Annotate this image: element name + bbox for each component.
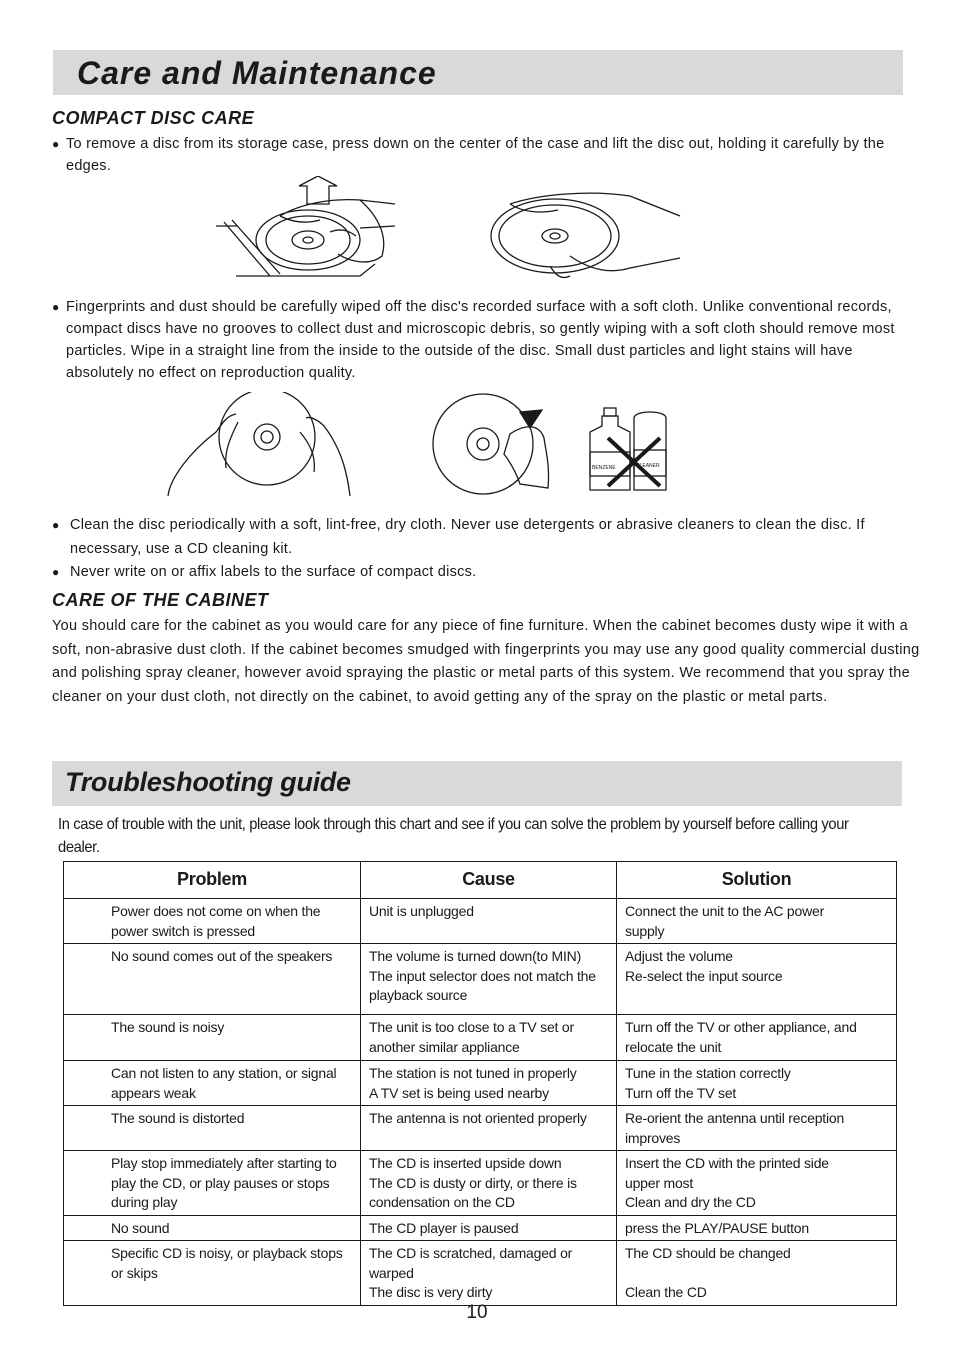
bullet-dot-icon: ●	[52, 565, 60, 579]
solution-cell-line: Clean the CD	[625, 1284, 707, 1300]
solution-cell-line: relocate the unit	[625, 1038, 722, 1055]
solution-cell	[617, 1015, 897, 1061]
problem-cell	[64, 1151, 361, 1216]
bullet-text: Never write on or affix labels to the surface of compact discs.	[70, 564, 477, 580]
problem-cell-line: appears weak	[111, 1084, 196, 1101]
table-row	[64, 944, 897, 1015]
cause-cell-line: The disc is very dirty	[369, 1284, 493, 1300]
cause-cell-line: The station is not tuned in properly	[369, 1065, 577, 1081]
table-row	[64, 1061, 897, 1106]
problem-cell-line: power switch is pressed	[111, 922, 256, 939]
cause-cell	[361, 1106, 617, 1151]
solution-cell-line: Turn off the TV or other appliance, and	[625, 1019, 857, 1035]
problem-cell-line: or skips	[111, 1264, 158, 1281]
bullet-dot-icon: ●	[52, 137, 60, 151]
solution-cell-line: Turn off the TV set	[625, 1084, 737, 1101]
problem-column-header: Problem	[64, 862, 361, 899]
cause-cell-line: The antenna is not oriented properly	[369, 1110, 587, 1126]
troubleshooting-title: Troubleshooting guide	[65, 767, 351, 797]
bullet-clean-periodically	[52, 513, 922, 561]
problem-cell-line: The sound is distorted	[111, 1110, 245, 1126]
solution-cell-line: Connect the unit to the AC power	[625, 903, 825, 919]
solution-cell	[617, 899, 897, 944]
cause-cell-line: The input selector does not match the	[369, 967, 596, 984]
cause-cell-line: condensation on the CD	[369, 1194, 515, 1210]
table-row	[64, 899, 897, 944]
solution-cell-line: upper most	[625, 1174, 694, 1191]
care-of-cabinet-heading: CARE OF THE CABINET	[52, 590, 269, 610]
problem-cell-line: during play	[111, 1194, 178, 1210]
solution-cell-line: Adjust the volume	[625, 948, 733, 964]
table-row	[64, 1015, 897, 1061]
problem-cell	[64, 1015, 361, 1061]
cause-cell-line: The unit is too close to a TV set or	[369, 1019, 574, 1035]
solution-cell-line: press the PLAY/PAUSE button	[625, 1219, 809, 1236]
cause-cell-line: Unit is unplugged	[369, 903, 474, 919]
troubleshooting-header-bar	[52, 761, 902, 806]
cabinet-care-paragraph: You should care for the cabinet as you would care for any piece of fine furniture. When the cabinet becomes dusty wipe it with a soft, non-abrasive dust cloth. If the cabinet becomes smudged with fingerprints you may use any good quality commercial dusting and polishing spray cleaner, however avoid spraying the plastic or metal parts of this system. We recommend that you spray the cleaner on your dust cloth, not directly on the cabinet, to avoid getting any of the spray on the plastic or metal parts.	[52, 618, 920, 705]
bullet-remove-disc	[52, 133, 897, 177]
solution-cell-line: Re-select the input source	[625, 967, 783, 984]
solution-cell-line: improves	[625, 1129, 681, 1146]
cause-cell-line: playback source	[369, 987, 468, 1003]
table-row	[64, 1151, 897, 1216]
solution-cell-line	[625, 1264, 888, 1284]
problem-cell-line: Play stop immediately after starting to	[111, 1155, 337, 1171]
cause-cell-line: The volume is turned down(to MIN)	[369, 948, 582, 964]
problem-cell-line: Specific CD is noisy, or playback stops	[111, 1245, 343, 1261]
problem-cell	[64, 1106, 361, 1151]
cause-cell-line: The CD is inserted upside down	[369, 1155, 562, 1171]
table-row	[64, 1106, 897, 1151]
solution-cell-line: Clean and dry the CD	[625, 1194, 756, 1210]
problem-cell	[64, 944, 361, 1015]
troubleshooting-table	[63, 861, 897, 1306]
solution-cell-line: The CD should be changed	[625, 1245, 791, 1261]
cause-cell	[361, 1061, 617, 1106]
bullet-dot-icon: ●	[52, 300, 60, 314]
cause-cell-line: The CD player is paused	[369, 1219, 519, 1236]
cause-cell	[361, 1151, 617, 1216]
care-maintenance-header-bar	[53, 50, 903, 95]
benzene-bottle-label: BENZENE	[592, 465, 616, 471]
page-title: Care and Maintenance	[77, 55, 437, 91]
solution-cell	[617, 1061, 897, 1106]
bullet-text: Clean the disc periodically with a soft, lint-free, dry cloth. Never use detergents or abrasive cleaners to clean the disc. If necessary, use a CD cleaning kit.	[70, 517, 865, 557]
cause-cell	[361, 1015, 617, 1061]
cause-cell	[361, 1215, 617, 1241]
table-row	[64, 1241, 897, 1306]
solution-cell	[617, 1241, 897, 1306]
compact-disc-care-heading: COMPACT DISC CARE	[52, 108, 255, 128]
problem-cell	[64, 1241, 361, 1306]
problem-cell	[64, 1061, 361, 1106]
cause-cell	[361, 944, 617, 1015]
solution-cell-line: Insert the CD with the printed side	[625, 1155, 829, 1171]
cause-column-header: Cause	[361, 862, 617, 899]
solution-cell-line: Tune in the station correctly	[625, 1065, 791, 1081]
solution-cell	[617, 1151, 897, 1216]
bullet-text: To remove a disc from its storage case, press down on the center of the case and lift the disc out, holding it carefully by the edges.	[66, 136, 885, 174]
solution-column-header: Solution	[617, 862, 897, 899]
troubleshooting-intro: In case of trouble with the unit, please look through this chart and see if you can solve the problem by yourself before calling your dealer.	[58, 816, 849, 856]
cause-cell-line: The CD is scratched, damaged or	[369, 1245, 573, 1261]
cause-cell-line: The CD is dusty or dirty, or there is	[369, 1174, 577, 1191]
problem-cell-line: Power does not come on when the	[111, 903, 321, 919]
problem-cell	[64, 1215, 361, 1241]
solution-cell-line: supply	[625, 922, 665, 939]
problem-cell-line: The sound is noisy	[111, 1019, 225, 1035]
problem-cell-line: play the CD, or play pauses or stops	[111, 1174, 330, 1191]
cause-cell-line: warped	[369, 1264, 414, 1281]
table-row	[64, 1215, 897, 1241]
bullet-dot-icon: ●	[52, 518, 60, 532]
problem-cell-line: No sound	[111, 1219, 170, 1236]
cause-cell-line: A TV set is being used nearby	[369, 1084, 549, 1101]
disc-cleaning-illustration	[160, 392, 680, 502]
solution-cell	[617, 1106, 897, 1151]
problem-cell-line: Can not listen to any station, or signal	[111, 1065, 337, 1081]
problem-cell	[64, 899, 361, 944]
page-number: 10	[466, 1302, 488, 1323]
table-header-row	[64, 862, 897, 899]
problem-cell-line: No sound comes out of the speakers	[111, 948, 333, 964]
bullet-text: Fingerprints and dust should be carefully wiped off the disc's recorded surface with a soft cloth. Unlike conventional records, compact discs have no grooves to collect dust and microscopic debris, so gently wiping with a soft cloth should remove most particles. Wipe in a straight line from the inside to the outside of the disc. Small dust particles and light stains will have absolutely no effect on reproduction quality.	[66, 299, 895, 381]
solution-cell-line: Re-orient the antenna until reception	[625, 1110, 845, 1126]
bullet-no-labels	[52, 561, 922, 583]
cause-cell	[361, 899, 617, 944]
disc-removal-illustration	[210, 176, 690, 286]
solution-cell	[617, 944, 897, 1015]
cause-cell-line: another similar appliance	[369, 1038, 520, 1055]
solution-cell	[617, 1215, 897, 1241]
bullet-fingerprints	[52, 296, 912, 384]
cause-cell	[361, 1241, 617, 1306]
cleaner-bottle-label: CLEANER	[636, 463, 660, 469]
